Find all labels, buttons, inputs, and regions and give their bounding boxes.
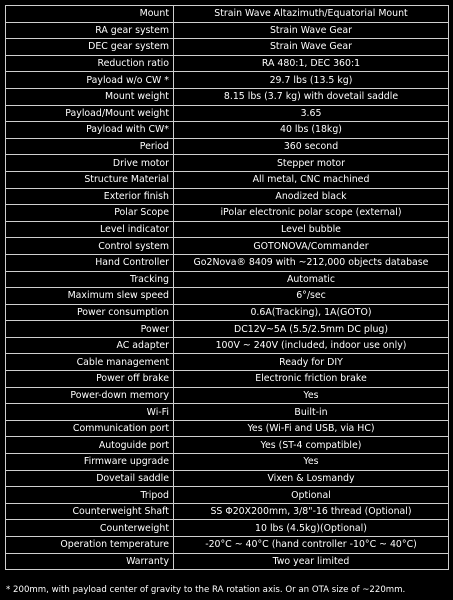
spec-value: Built-in [174, 404, 449, 421]
spec-value: Level bubble [174, 221, 449, 238]
spec-row [6, 55, 449, 72]
spec-value: Strain Wave Gear [174, 22, 449, 39]
spec-row [6, 404, 449, 421]
spec-label: Operation temperature [6, 537, 174, 554]
spec-label: Power consumption [6, 304, 174, 321]
spec-label: Warranty [6, 553, 174, 570]
spec-label: Counterweight Shaft [6, 503, 174, 520]
spec-label: Dovetail saddle [6, 470, 174, 487]
spec-row [6, 454, 449, 471]
spec-value: SS Φ20X200mm, 3/8"-16 thread (Optional) [174, 503, 449, 520]
spec-label: Mount weight [6, 88, 174, 105]
spec-value: Electronic friction brake [174, 371, 449, 388]
spec-label: Power [6, 321, 174, 338]
spec-label: Structure Material [6, 171, 174, 188]
spec-label: Tripod [6, 487, 174, 504]
spec-row [6, 437, 449, 454]
spec-row [6, 105, 449, 122]
spec-label: Counterweight [6, 520, 174, 537]
spec-value: Strain Wave Altazimuth/Equatorial Mount [174, 6, 449, 23]
spec-row [6, 155, 449, 172]
spec-row [6, 205, 449, 222]
spec-value: Vixen & Losmandy [174, 470, 449, 487]
spec-label: Level indicator [6, 221, 174, 238]
spec-label: Autoguide port [6, 437, 174, 454]
spec-value: iPolar electronic polar scope (external) [174, 205, 449, 222]
spec-label: Wi-Fi [6, 404, 174, 421]
spec-row [6, 420, 449, 437]
spec-label: Cable management [6, 354, 174, 371]
spec-label: Polar Scope [6, 205, 174, 222]
spec-value: -20°C ~ 40°C (hand controller -10°C ~ 40°C) [174, 537, 449, 554]
spec-row [6, 221, 449, 238]
spec-label: AC adapter [6, 337, 174, 354]
spec-row [6, 304, 449, 321]
spec-row [6, 72, 449, 89]
spec-label: Payload/Mount weight [6, 105, 174, 122]
spec-value: Yes (Wi-Fi and USB, via HC) [174, 420, 449, 437]
spec-value: 100V ~ 240V (included, indoor use only) [174, 337, 449, 354]
spec-row [6, 487, 449, 504]
spec-row [6, 188, 449, 205]
spec-row [6, 371, 449, 388]
spec-row [6, 553, 449, 570]
spec-row [6, 387, 449, 404]
spec-row [6, 22, 449, 39]
spec-row [6, 138, 449, 155]
spec-row [6, 337, 449, 354]
spec-row [6, 537, 449, 554]
spec-value: Anodized black [174, 188, 449, 205]
spec-value: 0.6A(Tracking), 1A(GOTO) [174, 304, 449, 321]
spec-value: Ready for DIY [174, 354, 449, 371]
spec-value: 3.65 [174, 105, 449, 122]
spec-label: Communication port [6, 420, 174, 437]
spec-row [6, 254, 449, 271]
spec-value: Strain Wave Gear [174, 39, 449, 56]
spec-table-body [6, 6, 449, 570]
spec-row [6, 321, 449, 338]
spec-row [6, 122, 449, 139]
spec-label: Hand Controller [6, 254, 174, 271]
spec-label: Mount [6, 6, 174, 23]
spec-row [6, 520, 449, 537]
spec-value: Yes [174, 454, 449, 471]
spec-label: Payload with CW* [6, 122, 174, 139]
spec-label: Maximum slew speed [6, 288, 174, 305]
spec-row [6, 39, 449, 56]
spec-label: Reduction ratio [6, 55, 174, 72]
spec-label: Power off brake [6, 371, 174, 388]
spec-value: DC12V~5A (5.5/2.5mm DC plug) [174, 321, 449, 338]
spec-row [6, 271, 449, 288]
spec-value: 29.7 lbs (13.5 kg) [174, 72, 449, 89]
spec-row [6, 354, 449, 371]
spec-value: RA 480:1, DEC 360:1 [174, 55, 449, 72]
spec-label: Period [6, 138, 174, 155]
spec-row [6, 6, 449, 23]
spec-value: Optional [174, 487, 449, 504]
spec-label: Exterior finish [6, 188, 174, 205]
spec-label: Control system [6, 238, 174, 255]
spec-value: Yes [174, 387, 449, 404]
spec-row [6, 238, 449, 255]
spec-value: Go2Nova® 8409 with ~212,000 objects database [174, 254, 449, 271]
spec-label: Tracking [6, 271, 174, 288]
spec-label: DEC gear system [6, 39, 174, 56]
spec-value: 8.15 lbs (3.7 kg) with dovetail saddle [174, 88, 449, 105]
spec-row [6, 88, 449, 105]
spec-value: Yes (ST-4 compatible) [174, 437, 449, 454]
spec-label: Drive motor [6, 155, 174, 172]
spec-value: 10 lbs (4.5kg)(Optional) [174, 520, 449, 537]
spec-label: Firmware upgrade [6, 454, 174, 471]
spec-value: Automatic [174, 271, 449, 288]
spec-row [6, 470, 449, 487]
spec-label: Power-down memory [6, 387, 174, 404]
spec-value: Stepper motor [174, 155, 449, 172]
spec-row [6, 288, 449, 305]
spec-table [5, 5, 449, 570]
spec-value: All metal, CNC machined [174, 171, 449, 188]
spec-value: Two year limited [174, 553, 449, 570]
spec-value: GOTONOVA/Commander [174, 238, 449, 255]
footnote: * 200mm, with payload center of gravity to the RA rotation axis. Or an OTA size of ~220mm. [6, 585, 406, 595]
spec-row [6, 503, 449, 520]
spec-value: 360 second [174, 138, 449, 155]
spec-label: Payload w/o CW * [6, 72, 174, 89]
spec-row [6, 171, 449, 188]
spec-value: 6°/sec [174, 288, 449, 305]
spec-value: 40 lbs (18kg) [174, 122, 449, 139]
spec-label: RA gear system [6, 22, 174, 39]
